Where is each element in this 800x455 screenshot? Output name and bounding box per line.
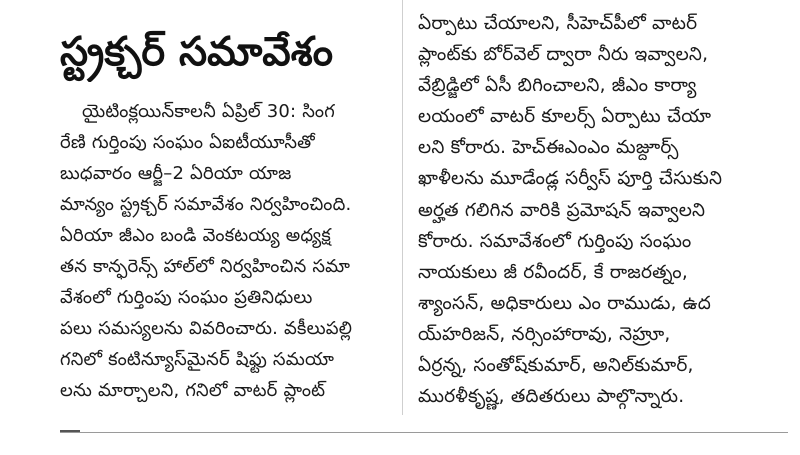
text-line: బుధవారం ఆర్జీ–2 ఏరియా యాజ [60, 163, 292, 184]
text-line: అర్హత గలిగిన వారికి ప్రమోషన్ ఇవ్వాలని [418, 199, 706, 221]
text-line: ఏరియా జీఎం బండి వెంకటయ్య అధ్యక్ష [60, 225, 331, 246]
text-line: ఖాళీలను మూడేండ్ల సర్వీస్ పూర్తి చేసుకుని [418, 168, 723, 190]
text-line: నాయకులు జీ రవీందర్, కే రాజరత్నం, [418, 261, 688, 283]
column-divider [402, 0, 403, 415]
text-line: లయంలో వాటర్ కూలర్స్ ఏర్పాటు చేయా [418, 106, 712, 128]
bottom-rule [60, 432, 788, 433]
text-line: వేశంలో గుర్తింపు సంఘం ప్రతినిధులు [60, 287, 313, 308]
text-line: ఏర్పాటు చేయాలని, సీహెచ్‌పీలో వాటర్ [418, 13, 698, 34]
text-line: లని కోరారు. హెచ్‌ఈఎంఎం మజ్దూర్స్ [418, 137, 679, 159]
text-line: రేణి గుర్తింపు సంఘం ఏఐటీయూసీతో [60, 132, 315, 153]
text-line: మాన్యం స్ట్రక్చర్ సమావేశం నిర్వహించింది. [60, 194, 352, 215]
text-line: య్‌హరిజన్, నర్సింహారావు, నెహ్రూ, [418, 323, 671, 345]
left-column [60, 96, 388, 406]
text-line: శ్యాంసన్, అధికారులు ఎం రాముడు, ఉద [418, 292, 711, 314]
article-headline: స్ట్రక్చర్ సమావేశం [60, 29, 334, 75]
text-line: గనిలో కంటిన్యూస్‌మైనర్ షిఫ్టు సమయా [60, 349, 335, 370]
text-line: లను మార్చాలని, గనిలో వాటర్ ప్లాంట్ [60, 380, 326, 401]
text-line: పలు సమస్యలను వివరించారు. వకీలుపల్లి [60, 318, 353, 339]
text-line: వేబ్రిడ్జిలో ఏసీ బిగించాలని, జీఎం కార్యా [418, 75, 697, 97]
text-line: యైటింక్లయిన్‌కాలనీ ఏప్రిల్ 30: సింగ [82, 101, 335, 122]
text-line: తన కాన్ఫరెన్స్ హాల్‌లో నిర్వహించిన సమా [60, 256, 351, 277]
text-line: మురళీకృష్ణ, తదితరులు పాల్గొన్నారు. [418, 386, 685, 408]
text-line: ఏర్రన్న, సంతోష్‌కుమార్, అనిల్‌కుమార్, [418, 355, 694, 377]
text-line: ప్లాంట్‌కు బోర్‌వెల్ ద్వారా నీరు ఇవ్వాలని, [418, 44, 709, 66]
right-column [418, 8, 788, 412]
text-line: కోరారు. సమావేశంలో గుర్తింపు సంఘం [418, 230, 692, 252]
